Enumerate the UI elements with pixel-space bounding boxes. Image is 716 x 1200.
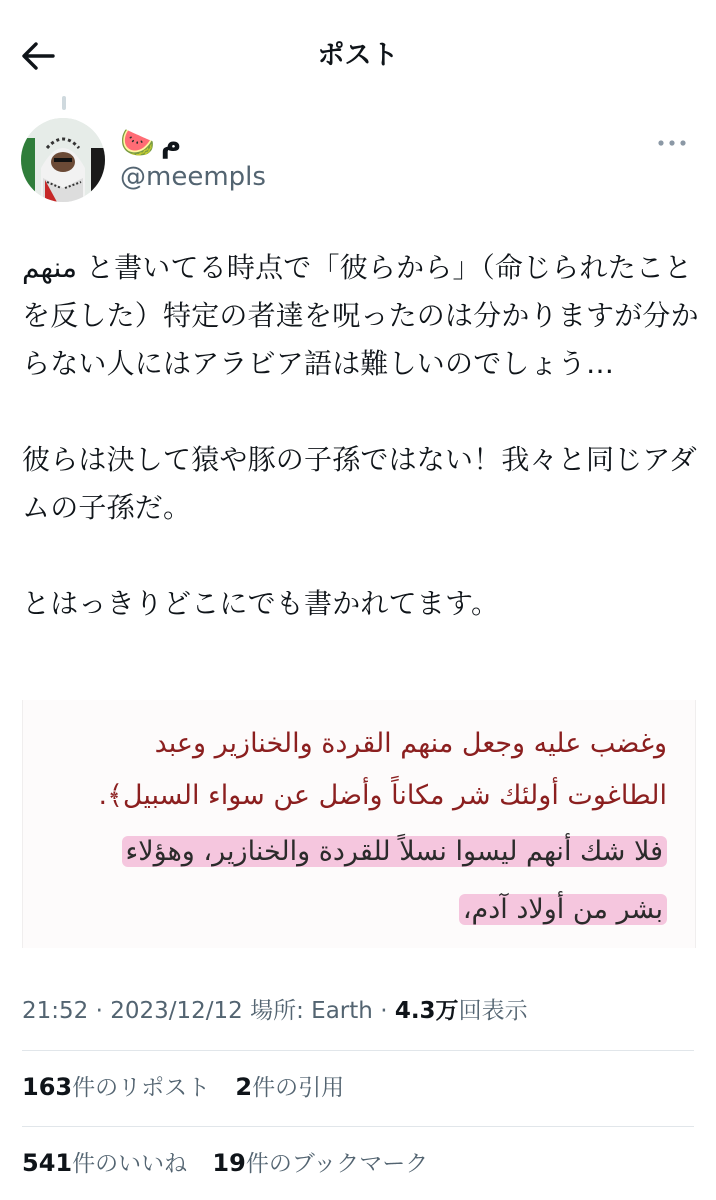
tweet-paragraph: 彼らは決して猿や豚の子孫ではない！我々と同じアダムの子孫だ。 — [22, 443, 697, 524]
arabic-text-line: الطاغوت أولئك شر مكاناً وأضل عن سواء السبيل﴾. — [98, 780, 667, 811]
reposts-count: 163 — [22, 1073, 73, 1101]
reposts-label: 件のリポスト — [72, 1075, 211, 1101]
user-handle[interactable]: @meempls — [120, 162, 266, 192]
post-date[interactable]: 2023/12/12 — [110, 998, 243, 1024]
quotes-stat[interactable] — [235, 1075, 344, 1101]
tweet-text — [22, 244, 702, 628]
avatar[interactable] — [21, 118, 105, 202]
arabic-text-line-highlighted — [459, 888, 667, 932]
tweet-paragraph: منهم と書いてる時点で「彼らから」（命じられたことを反した）特定の者達を呪ったのは分かりますが分からない人にはアラビア語は難しいのでしょう… — [22, 251, 699, 380]
thread-connector — [62, 96, 66, 110]
arabic-text-line: وغضب عليه وجعل منهم القردة والخنازير وعبد — [154, 728, 667, 759]
attached-image[interactable] — [22, 700, 696, 948]
highlighted-text: بشر من أولاد آدم، — [459, 894, 667, 925]
engagement-stats-row — [22, 1070, 362, 1105]
tweet-metadata: 21:52 · 2023/12/12 場所: Earth · 4.3万回表示 — [22, 998, 528, 1024]
quotes-label: 件の引用 — [252, 1075, 345, 1101]
highlighted-text: فلا شك أنهم ليسوا نسلاً للقردة والخنازير، وهؤلاء — [122, 836, 667, 867]
view-count: 4.3万 — [394, 998, 459, 1024]
author-info — [120, 126, 266, 194]
more-dots-icon — [657, 139, 687, 147]
view-count-label: 回表示 — [458, 998, 528, 1024]
bookmarks-label: 件のブックマーク — [245, 1151, 429, 1177]
arabic-text-line-highlighted — [122, 830, 667, 874]
avatar-image — [21, 118, 105, 202]
engagement-stats-row — [22, 1146, 446, 1181]
display-name[interactable] — [120, 126, 266, 160]
more-options-button[interactable] — [652, 128, 692, 158]
bookmarks-stat[interactable] — [212, 1151, 428, 1177]
tweet-paragraph: とはっきりどこにでも書かれてます。 — [22, 587, 500, 620]
likes-label: 件のいいね — [72, 1151, 188, 1177]
bookmarks-count: 19 — [212, 1149, 246, 1177]
quotes-count: 2 — [235, 1073, 253, 1101]
watermelon-emoji-icon: 🍉 — [120, 126, 155, 159]
divider — [22, 1126, 694, 1127]
reposts-stat[interactable] — [22, 1075, 210, 1101]
divider — [22, 1050, 694, 1051]
display-name-text: م — [160, 126, 182, 159]
post-location: 場所: Earth — [250, 998, 373, 1024]
post-time[interactable]: 21:52 — [22, 998, 89, 1024]
likes-count: 541 — [22, 1149, 73, 1177]
top-bar — [0, 0, 716, 101]
likes-stat[interactable] — [22, 1151, 187, 1177]
page-title: ポスト — [317, 40, 399, 71]
